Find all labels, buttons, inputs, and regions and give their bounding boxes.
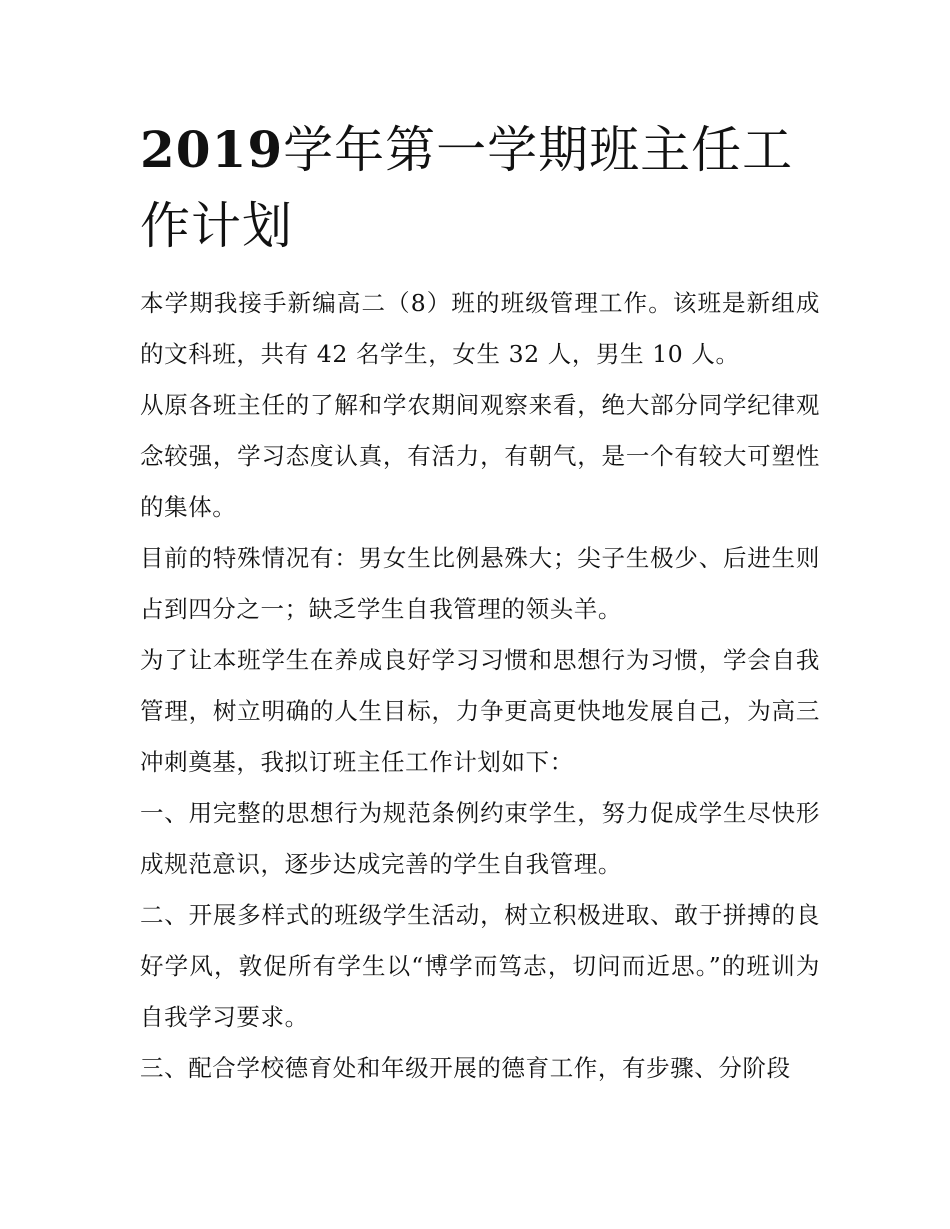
paragraph-item-one: 一、用完整的思想行为规范条例约束学生，努力促成学生尽快形成规范意识，逐步达成完善的学生自我管理。 (140, 799, 820, 878)
paragraph-item-two: 二、开展多样式的班级学生活动，树立积极进取、敢于拼搏的良好学风，敦促所有学生以“博学而笃志，切问而近思。”的班训为自我学习要求。 (140, 901, 820, 1031)
title-year: 2019 (140, 120, 284, 179)
paragraph-plan-purpose: 为了让本班学生在养成良好学习习惯和思想行为习惯，学会自我管理，树立明确的人生目标，力争更高更快地发展自己，为高三冲刺奠基，我拟订班主任工作计划如下： (140, 646, 820, 776)
paragraph-special-situation: 目前的特殊情况有：男女生比例悬殊大；尖子生极少、后进生则占到四分之一；缺乏学生自我管理的领头羊。 (140, 544, 820, 623)
title-text: 学年第一学期班主任工作计划 (140, 121, 794, 255)
paragraph-class-observation: 从原各班主任的了解和学农期间观察来看，绝大部分同学纪律观念较强，学习态度认真，有活力，有朝气，是一个有较大可塑性的集体。 (140, 391, 820, 521)
document-title (140, 112, 820, 264)
paragraph-class-intro: 本学期我接手新编高二（8）班的班级管理工作。该班是新组成的文科班，共有 42 名学生，女生 32 人，男生 10 人。 (140, 289, 820, 368)
document-body (140, 278, 820, 1094)
paragraph-item-three: 三、配合学校德育处和年级开展的德育工作，有步骤、分阶段 (140, 1054, 791, 1082)
